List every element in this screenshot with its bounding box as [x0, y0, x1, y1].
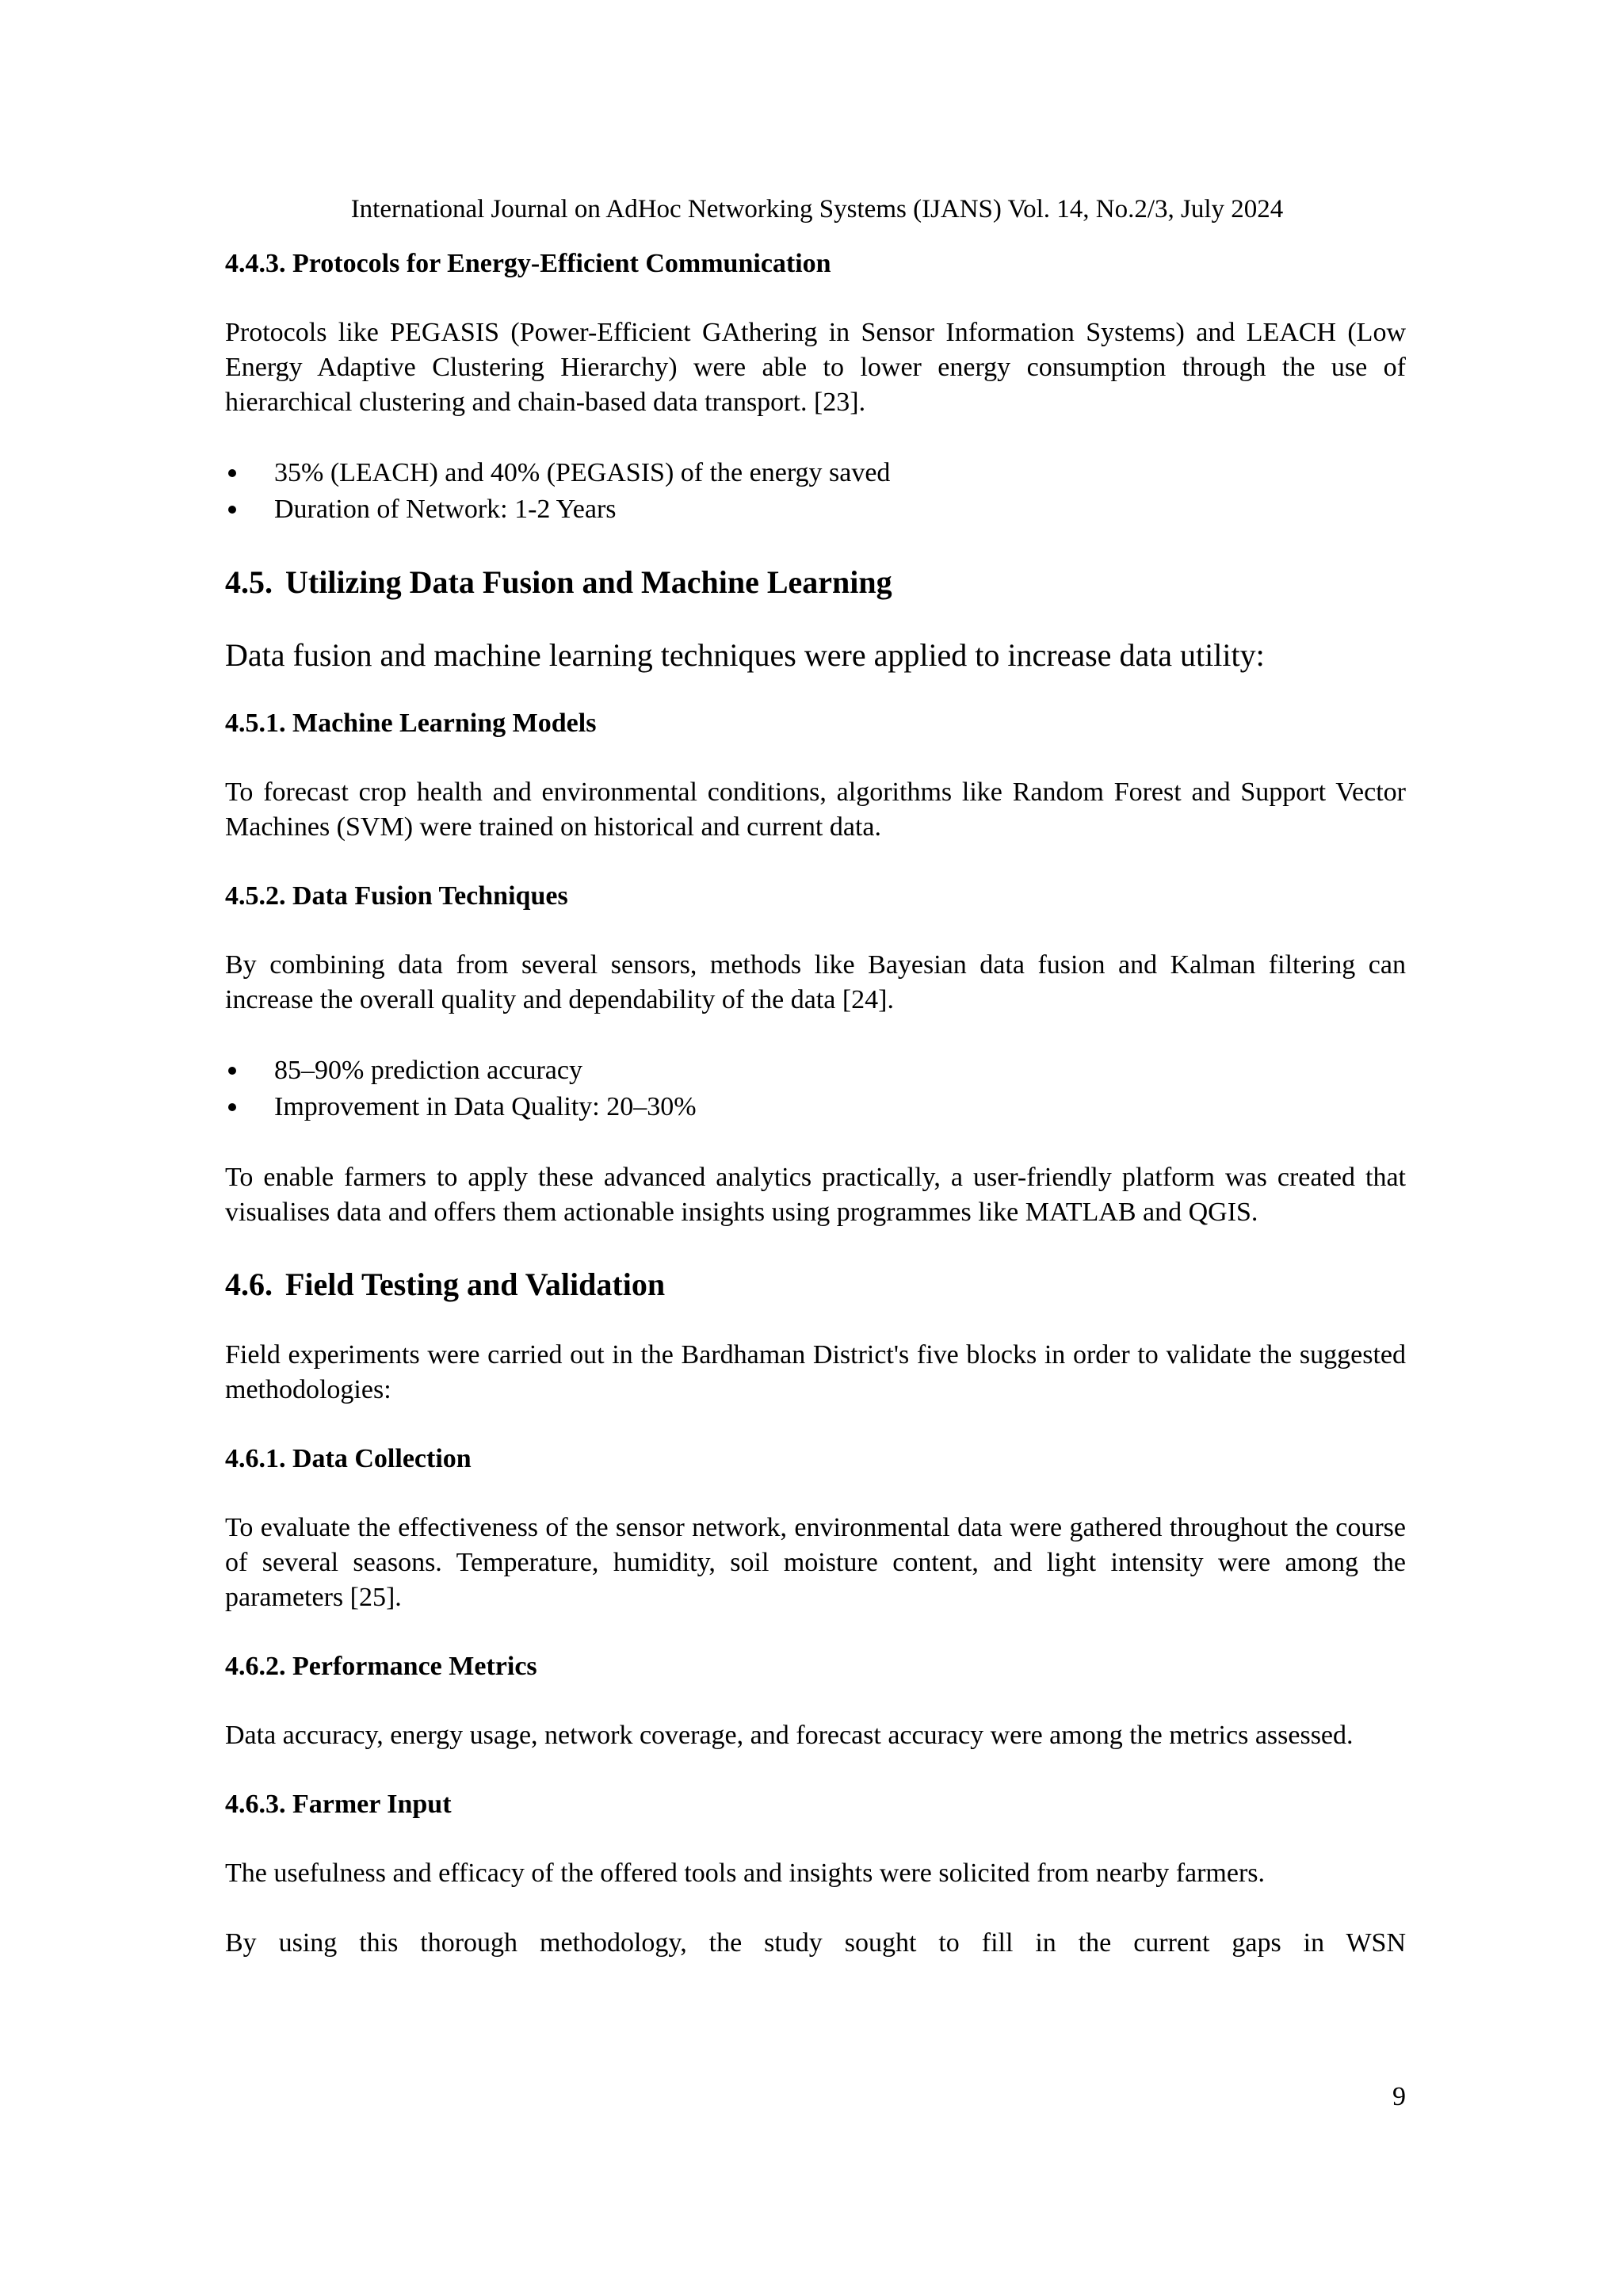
paragraph-data-collection: To evaluate the effectiveness of the sensor network, environmental data were gathered throughout the course of several seasons. Temperature, humidity, soil moisture content, and light intensity were among the parameters [25]. [225, 1513, 1406, 1612]
paragraph-data-fusion-intro: Data fusion and machine learning techniques were applied to increase data utility: [225, 637, 1265, 673]
heading-4-6-3: 4.6.3. Farmer Input [225, 1790, 452, 1819]
paragraph-closing: By using this thorough methodology, the study sought to fill in the current gaps in WSN [225, 1928, 1406, 1958]
heading-4-6-2: 4.6.2. Performance Metrics [225, 1652, 537, 1681]
bullet-list-energy [225, 455, 1406, 528]
bullet-icon [228, 469, 236, 477]
paragraph-farmer-input: The usefulness and efficacy of the offered tools and insights were solicited from nearby farmers. [225, 1859, 1266, 1888]
paragraph-ml-models: To forecast crop health and environmental conditions, algorithms like Random Forest and Support Vector Machines (SVM) were trained on historical and current data. [225, 777, 1406, 842]
page-content [225, 247, 1406, 1996]
list-item: Improvement in Data Quality: 20–30% [225, 1089, 1406, 1125]
list-item: Duration of Network: 1-2 Years [225, 491, 1406, 528]
bullet-list-accuracy [225, 1052, 1406, 1125]
page-number: 9 [1392, 2082, 1406, 2111]
list-item: 85–90% prediction accuracy [225, 1052, 1406, 1089]
section-title: Field Testing and Validation [285, 1266, 666, 1302]
running-header: International Journal on AdHoc Networking Systems (IJANS) Vol. 14, No.2/3, July 2024 [350, 195, 1284, 223]
paragraph-field-intro: Field experiments were carried out in the Bardhaman District's five blocks in order to validate the suggested methodologies: [225, 1340, 1406, 1404]
paragraph-protocols: Protocols like PEGASIS (Power-Efficient GAthering in Sensor Information Systems) and LEACH (Low Energy Adaptive Clustering Hierarchy) were able to lower energy consumption through the use of hierarchical clustering and chain-based data transport. [23]. [225, 318, 1406, 417]
heading-4-4-3: 4.4.3. Protocols for Energy-Efficient Communication [225, 249, 831, 278]
heading-4-5-1: 4.5.1. Machine Learning Models [225, 709, 597, 738]
section-number: 4.5. [225, 564, 273, 600]
heading-4-5-2: 4.5.2. Data Fusion Techniques [225, 881, 568, 911]
section-number: 4.6. [225, 1266, 273, 1302]
heading-4-6 [225, 1265, 1406, 1305]
heading-4-6-1: 4.6.1. Data Collection [225, 1444, 472, 1473]
paragraph-platform: To enable farmers to apply these advanced analytics practically, a user-friendly platform was created that visualises data and offers them actionable insights using programmes like MATLAB and QGIS. [225, 1163, 1406, 1227]
bullet-icon [228, 1103, 236, 1111]
paragraph-performance-metrics: Data accuracy, energy usage, network coverage, and forecast accuracy were among the metrics assessed. [225, 1721, 1354, 1750]
section-title: Utilizing Data Fusion and Machine Learning [285, 564, 892, 600]
paragraph-fusion-techniques: By combining data from several sensors, methods like Bayesian data fusion and Kalman filtering can increase the overall quality and dependability of the data [24]. [225, 950, 1406, 1014]
bullet-icon [228, 1067, 236, 1075]
bullet-icon [228, 506, 236, 514]
list-item: 35% (LEACH) and 40% (PEGASIS) of the energy saved [225, 455, 1406, 491]
heading-4-5 [225, 563, 1406, 602]
